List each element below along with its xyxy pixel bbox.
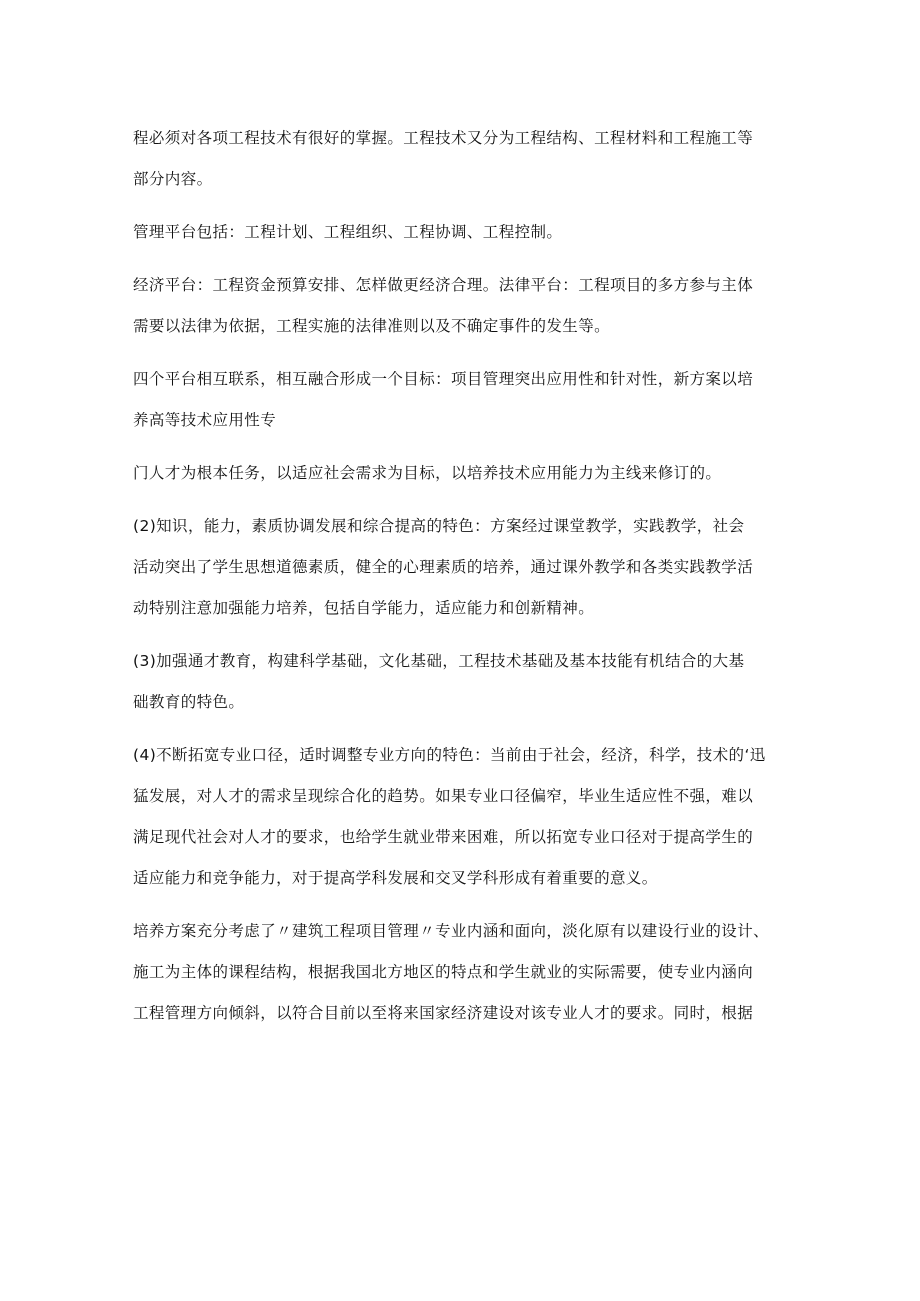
paragraph-6 (133, 506, 798, 629)
text-line: 猛发展，对人才的需求呈现综合化的趋势。如果专业口径偏窄，毕业生适应性不强，难以 (133, 787, 754, 805)
document-body (133, 118, 798, 1046)
text-line: 需要以法律为依据，工程实施的法律准则以及不确定事件的发生等。 (133, 317, 611, 335)
text-line: 础教育的特色。 (133, 693, 245, 711)
text-line: 培养方案充分考虑了〃建筑工程项目管理〃专业内涵和面向，淡化原有以建设行业的设计、 (133, 922, 770, 940)
paragraph-7 (133, 641, 798, 723)
text-line: 工程管理方向倾斜，以符合目前以至将来国家经济建设对该专业人才的要求。同时，根据 (133, 1004, 754, 1022)
text-line: 施工为主体的课程结构，根据我国北方地区的特点和学生就业的实际需要，使专业内涵向 (133, 963, 754, 981)
text-line: 四个平台相互联系，相互融合形成一个目标：项目管理突出应用性和针对性，新方案以培 (133, 370, 754, 388)
paragraph-1 (133, 118, 798, 200)
paragraph-2 (133, 212, 798, 253)
text-line: 满足现代社会对人才的要求，也给学生就业带来困难，所以拓宽专业口径对于提高学生的 (133, 828, 754, 846)
text-line: 适应能力和竞争能力，对于提高学科发展和交叉学科形成有着重要的意义。 (133, 869, 658, 887)
text-line: 养高等技术应用性专 (133, 411, 277, 429)
text-line: 经济平台：工程资金预算安排、怎样做更经济合理。法律平台：工程项目的多方参与主体 (133, 276, 754, 294)
text-line: 程必须对各项工程技术有很好的掌握。工程技术又分为工程结构、工程材料和工程施工等 (133, 129, 754, 147)
text-line: (2)知识，能力，素质协调发展和综合提高的特色：方案经过课堂教学，实践教学，社会 (133, 517, 745, 535)
paragraph-9 (133, 911, 798, 1034)
text-line: 门人才为根本任务，以适应社会需求为目标，以培养技术应用能力为主线来修订的。 (133, 464, 722, 482)
text-line: (4)不断拓宽专业口径，适时调整专业方向的特色：当前由于社会，经济，科学，技术的‘迅 (133, 746, 766, 764)
text-line: 管理平台包括：工程计划、工程组织、工程协调、工程控制。 (133, 223, 563, 241)
paragraph-8 (133, 735, 798, 899)
text-line: 活动突出了学生思想道德素质，健全的心理素质的培养，通过课外教学和各类实践教学活 (133, 558, 754, 576)
paragraph-3 (133, 265, 798, 347)
paragraph-4 (133, 359, 798, 441)
text-line: (3)加强通才教育，构建科学基础，文化基础，工程技术基础及基本技能有机结合的大基 (133, 652, 745, 670)
text-line: 动特别注意加强能力培养，包括自学能力，适应能力和创新精神。 (133, 599, 595, 617)
paragraph-5 (133, 453, 798, 494)
text-line: 部分内容。 (133, 170, 213, 188)
